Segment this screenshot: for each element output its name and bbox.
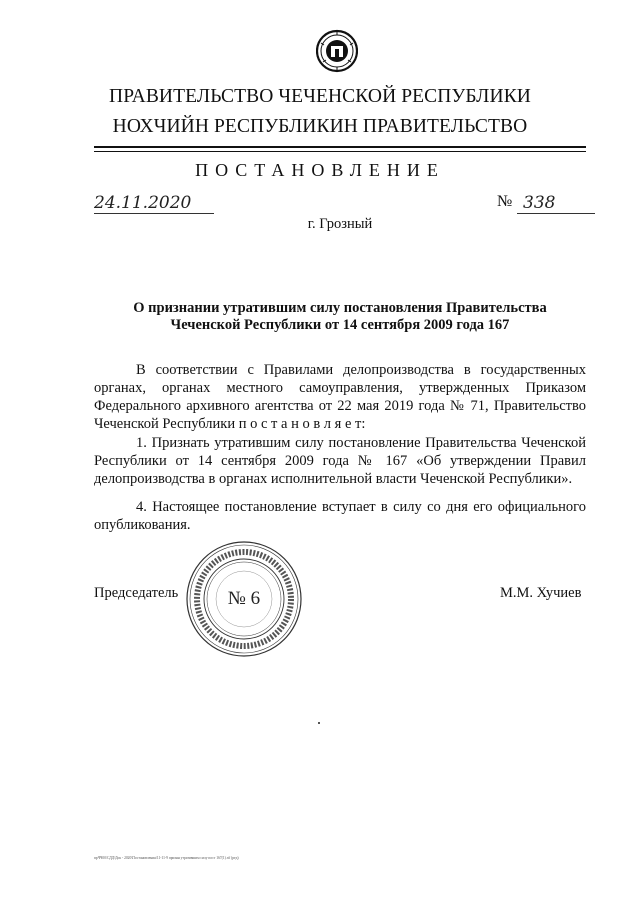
body-paragraph-3: 4. Настоящее постановление вступает в силу со дня его официального опубликования. [94, 499, 586, 533]
header-title-ru: ПРАВИТЕЛЬСТВО ЧЕЧЕНСКОЙ РЕСПУБЛИКИ [109, 86, 531, 107]
header-divider-thin [94, 151, 586, 152]
scan-dot [318, 722, 320, 724]
city: г. Грозный [307, 216, 373, 232]
signature-position: Председатель [94, 585, 179, 601]
signature-name: М.М. Хучиев [500, 585, 582, 601]
title-line-2: Чеченской Республики от 14 сентября 2009 года 167 [170, 317, 510, 333]
footer-file-path: прЧЧ00\СДД\Док - 2020\Постановления\11-11-9 признн утратившим силу пост 167(1).rtf (ред) [94, 856, 239, 860]
body-paragraph-2: 1. Признать утратившим силу постановление Правительства Чеченской Республики от 14 сентября 2009 года № 167 «Об утверждении Правил делопроизводства в органах исполнительной власти Чеченской Республики». [94, 435, 586, 487]
header-divider-thick [94, 146, 586, 148]
document-type: ПОСТАНОВЛЕНИЕ [195, 160, 445, 180]
header-title-ce: НОХЧИЙН РЕСПУБЛИКИН ПРАВИТЕЛЬСТВО [112, 116, 528, 137]
chechen-republic-emblem-icon [316, 28, 358, 74]
stamp-number: № 6 [227, 588, 261, 609]
document-number: 338 [517, 193, 595, 214]
document-title [94, 300, 586, 334]
body-paragraph-1: В соответствии с Правилами делопроизводства в государственных органах, органах местного самоуправления, утвержденных Приказом Федерального архивного агентства от 22 мая 2019 года № 71, Правительство Чеченской Республики п о с т а н о в л я е т: [94, 362, 586, 432]
title-line-1: О признании утратившим силу постановления Правительства [133, 300, 547, 316]
number-label: № [497, 193, 513, 210]
document-date: 24.11.2020 [94, 193, 214, 214]
